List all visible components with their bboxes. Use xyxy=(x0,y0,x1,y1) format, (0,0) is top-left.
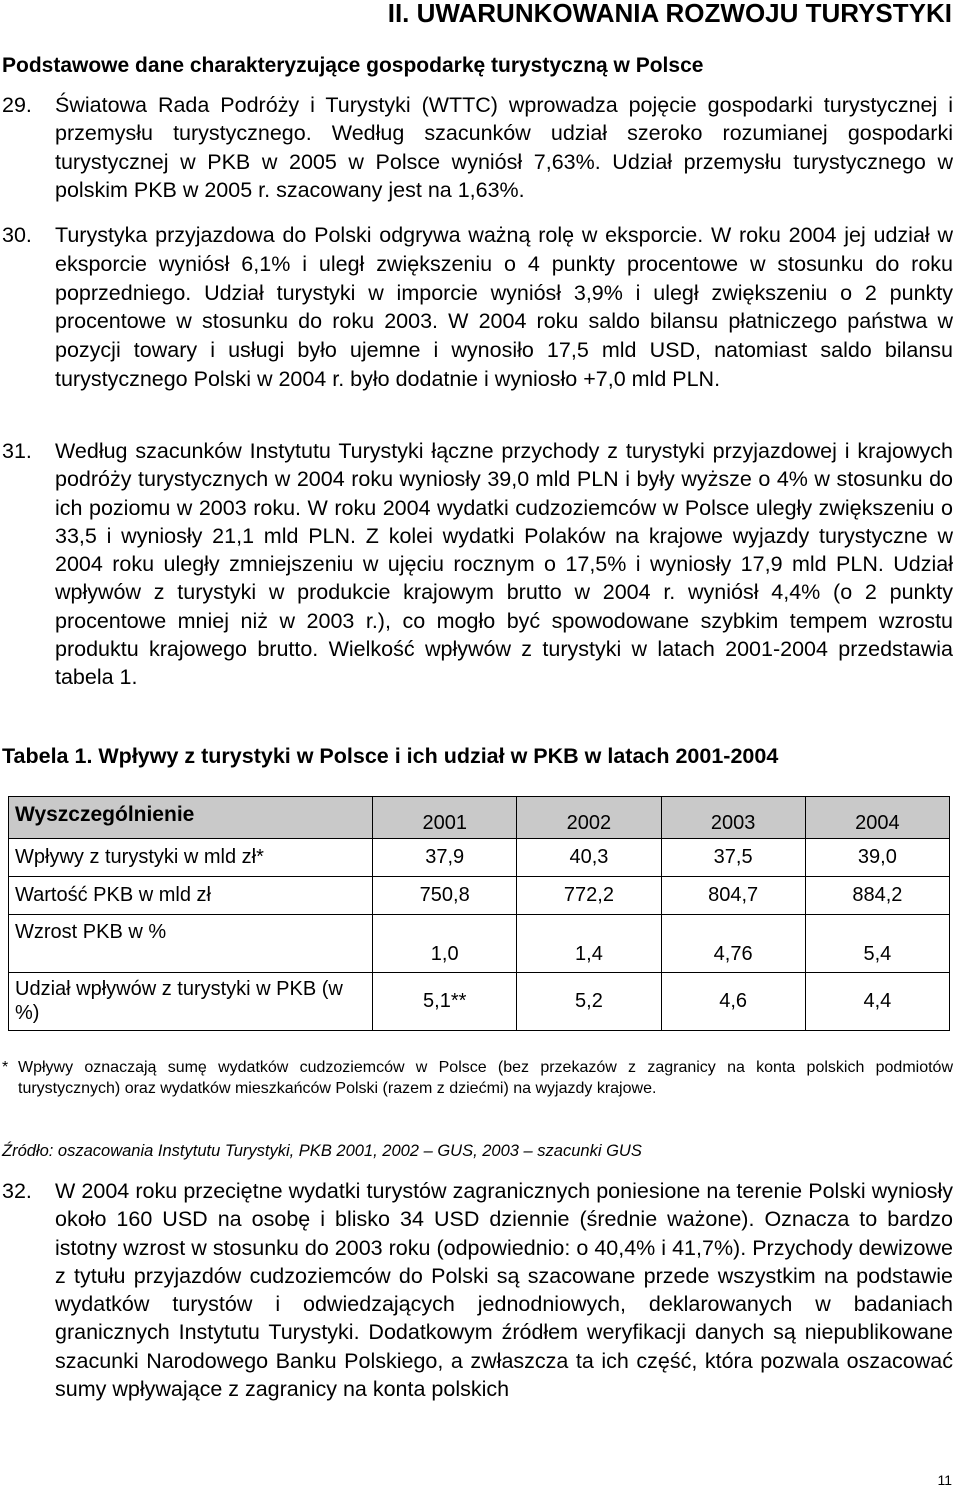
table-caption: Tabela 1. Wpływy z turystyki w Polsce i ich udział w PKB w latach 2001-2004 xyxy=(2,744,779,768)
paragraph-number: 30. xyxy=(2,223,32,247)
paragraph-text: Według szacunków Instytutu Turystyki łączne przychody z turystyki przyjazdowej i krajowych podróży turystycznych w 2004 roku wyniosły 39,0 mld PLN i były wyższe o 4% w stosunku do ich poziomu w 2003 roku. W roku 2004 wydatki cudzoziemców w Polsce uległy zwiększeniu o 33,5 i wyniosły 21,1 mld PLN. Z kolei wydatki Polaków na krajowe wyjazdy turystyczne w 2004 roku uległy zmniejszeniu w ujęciu rocznym o 17,5% i wyniosły 17,9 mld PLN. Udział wpływów z turystyki w produkcie krajowym brutto w 2004 r. wyniósł 4,4% (o 2 punkty procentowe mniej niż w 2003 r.), co mogło być spowodowane szybkim tempem wzrostu produktu krajowego brutto. Wielkość wpływów z turystyki w latach 2001-2004 przedstawia tabela 1. xyxy=(55,439,953,690)
table-cell: 772,2 xyxy=(517,877,661,915)
paragraph-31 xyxy=(0,437,953,692)
page-number: 11 xyxy=(937,1472,952,1488)
table-row xyxy=(9,839,950,877)
paragraph-text: Światowa Rada Podróży i Turystyki (WTTC) wprowadza pojęcie gospodarki turystycznej i przemysłu turystycznego. Według szacunków udział szeroko rozumianej gospodarki turystycznej w PKB w 2005 w Polsce wyniósł 7,63%. Udział przemysłu turystycznego w polskim PKB w 2005 r. szacowany jest na 1,63%. xyxy=(55,93,953,202)
table-cell: 40,3 xyxy=(517,839,661,877)
footnote-text: Wpływy oznaczają sumę wydatków cudzoziemców w Polsce (bez przekazów z zagranicy na konta polskich podmiotów turystycznych) oraz wydatków mieszkańców Polski (razem z dziećmi) na wyjazdy krajowe. xyxy=(18,1059,953,1097)
footnote-marker: * xyxy=(2,1059,9,1076)
paragraph-32 xyxy=(0,1177,953,1403)
paragraph-text: Turystyka przyjazdowa do Polski odgrywa ważną rolę w eksporcie. W roku 2004 jej udział w eksporcie wyniósł 6,1% i uległ zwiększeniu o 4 punkty procentowe w stosunku do roku poprzedniego. Udział turystyki w imporcie wyniósł 3,9% i uległ zwiększeniu o 2 punkty procentowe w stosunku do roku 2003. W 2004 roku saldo bilansu płatniczego państwa w pozycji towary i usługi było ujemne i wynosiło 17,5 mld USD, natomiast saldo bilansu turystycznego Polski w 2004 r. było dodatnie i wyniosło +7,0 mld PLN. xyxy=(55,223,953,391)
table-cell: 37,5 xyxy=(661,839,805,877)
table-cell: 5,2 xyxy=(517,973,661,1031)
table-cell: 4,76 xyxy=(661,915,805,973)
table-cell: 37,9 xyxy=(373,839,517,877)
table-row xyxy=(9,915,950,973)
table-header-year: 2001 xyxy=(373,797,517,839)
paragraph-29 xyxy=(0,91,953,204)
table-cell: 804,7 xyxy=(661,877,805,915)
row-label: Udział wpływów z turystyki w PKB (w %) xyxy=(9,973,373,1031)
table-footnote xyxy=(0,1058,953,1099)
table-cell: 4,4 xyxy=(805,973,949,1031)
table-header-year: 2002 xyxy=(517,797,661,839)
row-label: Wartość PKB w mld zł xyxy=(9,877,373,915)
paragraph-number: 29. xyxy=(2,93,32,117)
table-cell: 4,6 xyxy=(661,973,805,1031)
table-cell: 884,2 xyxy=(805,877,949,915)
table-cell: 1,4 xyxy=(517,915,661,973)
table-cell: 5,1** xyxy=(373,973,517,1031)
tourism-revenue-table xyxy=(8,796,950,1031)
section-title: Podstawowe dane charakteryzujące gospodarkę turystyczną w Polsce xyxy=(2,54,704,77)
table-row xyxy=(9,973,950,1031)
table-cell: 750,8 xyxy=(373,877,517,915)
table-cell: 5,4 xyxy=(805,915,949,973)
paragraph-number: 31. xyxy=(2,439,32,463)
paragraph-text: W 2004 roku przeciętne wydatki turystów zagranicznych poniesione na terenie Polski wyniosły około 160 USD na osobę i blisko 34 USD dziennie (średnie ważone). Oznacza to bardzo istotny wzrost w stosunku do 2003 roku (odpowiednio: o 40,4% i 41,7%). Przychody dewizowe z tytułu przyjazdów cudzoziemców do Polski są szacowane przede wszystkim na podstawie wydatków turystów i odwiedzających jednodniowych, deklarowanych w badaniach granicznych Instytutu Turystyki. Dodatkowym źródłem weryfikacji danych są niepublikowane szacunki Narodowego Banku Polskiego, a zwłaszcza ta ich część, która pozwala oszacować sumy wpływające z zagranicy na konta polskich xyxy=(55,1179,953,1402)
table-cell: 39,0 xyxy=(805,839,949,877)
table-header-label: Wyszczególnienie xyxy=(9,797,373,839)
row-label: Wpływy z turystyki w mld zł* xyxy=(9,839,373,877)
table-cell: 1,0 xyxy=(373,915,517,973)
table-header-year: 2004 xyxy=(805,797,949,839)
paragraph-number: 32. xyxy=(2,1179,32,1203)
table-header-year: 2003 xyxy=(661,797,805,839)
chapter-title: II. UWARUNKOWANIA ROZWOJU TURYSTYKI xyxy=(387,0,952,28)
paragraph-30 xyxy=(0,221,953,394)
row-label: Wzrost PKB w % xyxy=(9,915,373,973)
table-row xyxy=(9,877,950,915)
table-header-row xyxy=(9,797,950,839)
table-source: Źródło: oszacowania Instytutu Turystyki, PKB 2001, 2002 – GUS, 2003 – szacunki GUS xyxy=(2,1142,642,1160)
